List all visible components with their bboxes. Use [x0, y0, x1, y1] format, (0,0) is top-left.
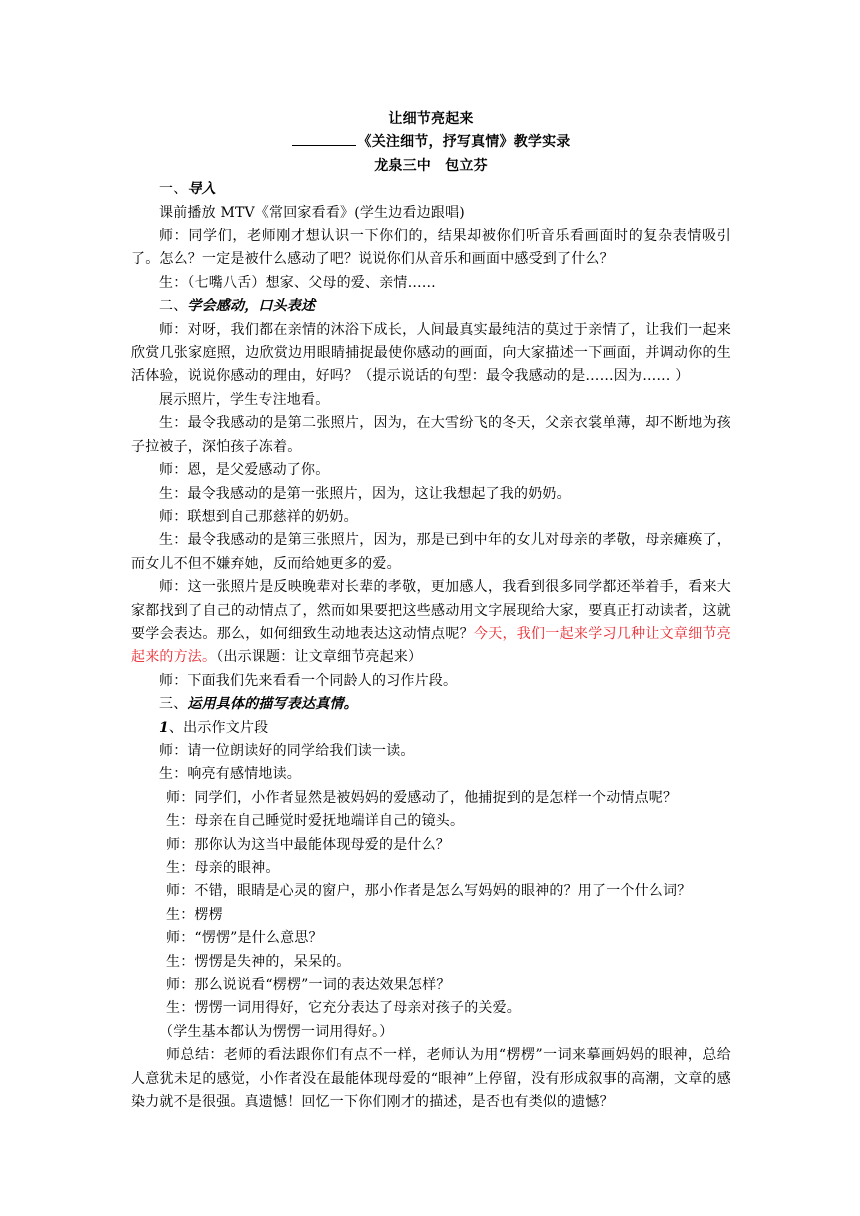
section-number: 三、 — [159, 696, 188, 713]
dialogue-paragraph: 师：恩，是父爱感动了你。 — [159, 462, 330, 479]
dialogue-paragraph: （学生基本都认为愣愣一词用得好。） — [159, 1023, 394, 1040]
dialogue-paragraph: 生：最令我感动的是第一张照片，因为，这让我想起了我的奶奶。 — [159, 485, 571, 502]
dialogue-paragraph: 课前播放 MTV《常回家看看》(学生边看边跟唱) — [159, 204, 465, 221]
dialogue-paragraph: 生：母亲在自己睡觉时爱抚地端详自己的镜头。 — [166, 813, 465, 830]
section-title: 运用具体的描写表达真情。 — [187, 696, 358, 713]
dialogue-paragraph: 生：（七嘴八舌）想家、父母的爱、亲情…… — [159, 274, 436, 291]
dialogue-paragraph: 师总结：老师的看法跟你们有点不一样，老师认为用“楞楞”一词来摹画妈妈的眼神，总给人意犹未足的感觉，小作者没在最能体现母爱的“眼神”上停留，没有形成叙事的高潮，文章的感染力就不是很强。真遗憾！回忆一下你们刚才的描述，是否也有类似的遗憾？ — [131, 1047, 731, 1111]
dialogue-paragraph: 师：下面我们先来看看一个同龄人的习作片段。 — [159, 672, 458, 689]
section-number: 一、 — [159, 181, 188, 198]
dialogue-paragraph: 生：母亲的眼神。 — [166, 860, 280, 876]
document-subtitle — [131, 131, 731, 154]
section-number: 二、 — [159, 298, 188, 315]
dialogue-paragraph: 师：不错，眼睛是心灵的窗户，那小作者是怎么写妈妈的眼神的？用了一个什么词？ — [166, 883, 692, 900]
blank-underline — [292, 131, 356, 146]
section-title: 导入 — [187, 181, 216, 198]
paragraph-text: （出示课题：让文章细节亮起来） — [216, 649, 423, 666]
subtitle-text: 《关注细节，抒写真情》教学实录 — [357, 134, 571, 151]
paragraph-text: 师：这一张照片是反映晚辈对长辈的孝敬，更加感人，我看到很多同学都还举着手，看来大家都找到了自己的动情点了，然而如果要把这些感动用文字展现给大家，要真正打动读者，这就要学会表达。那么，如何细致生动地表达这动情点呢？ — [131, 579, 731, 642]
dialogue-paragraph: 生：愣愣是失神的，呆呆的。 — [166, 953, 351, 970]
highlighted-text: 今天，我们一起来学习几种让文章细节亮起来的方法。 — [131, 625, 731, 666]
section-heading — [131, 178, 731, 201]
dialogue-paragraph: 生：愣愣一词用得好，它充分表达了母亲对孩子的关爱。 — [166, 1000, 521, 1017]
section-title: 学会感动，口头表述 — [187, 298, 316, 315]
dialogue-paragraph — [131, 576, 731, 670]
document-title: 让细节亮起来 — [388, 111, 474, 127]
dialogue-paragraph: 师：“愣愣”是什么意思？ — [166, 930, 323, 947]
dialogue-paragraph: 展示照片，学生专注地看。 — [159, 391, 330, 408]
author-line: 龙泉三中 包立芬 — [374, 157, 488, 174]
dialogue-paragraph: 师：请一位朗读好的同学给我们读一读。 — [159, 742, 415, 759]
numbered-item — [131, 717, 731, 740]
dialogue-paragraph: 师：那么说说看“楞楞”一词的表达效果怎样？ — [166, 977, 451, 994]
dialogue-paragraph: 生：最令我感动的是第三张照片，因为，那是已到中年的女儿对母亲的孝敬，母亲瘫痪了，而女儿不但不嫌弃她，反而给她更多的爱。 — [131, 532, 731, 572]
dialogue-paragraph: 生：楞楞 — [166, 906, 223, 923]
dialogue-paragraph: 师：对呀，我们都在亲情的沐浴下成长，人间最真实最纯洁的莫过于亲情了，让我们一起来欣赏几张家庭照，边欣赏边用眼睛捕捉最使你感动的画面，向大家描述一下画面，并调动你的生活体验，说说你感动的理由，好吗？（提示说话的句型：最令我感动的是……因为…… ） — [131, 321, 731, 385]
dialogue-paragraph: 生：最令我感动的是第二张照片，因为，在大雪纷飞的冬天，父亲衣裳单薄，却不断地为孩子拉被子，深怕孩子冻着。 — [131, 415, 731, 455]
dialogue-paragraph: 师：联想到自己那慈祥的奶奶。 — [159, 508, 358, 525]
dialogue-paragraph: 师：那你认为这当中最能体现母爱的是什么？ — [166, 836, 450, 853]
dialogue-paragraph: 师：同学们，老师刚才想认识一下你们的，结果却被你们听音乐看画面时的复杂表情吸引了。怎么？一定是被什么感动了吧？说说你们从音乐和画面中感受到了什么？ — [131, 228, 731, 268]
section-heading — [131, 693, 731, 716]
item-text: 、出示作文片段 — [168, 719, 269, 736]
document-body — [131, 108, 731, 1114]
item-number: 1 — [159, 719, 169, 736]
paragraph-list — [131, 178, 731, 1114]
section-heading — [131, 295, 731, 318]
dialogue-paragraph: 师：同学们，小作者显然是被妈妈的爱感动了，他捕捉到的是怎样一个动情点呢？ — [166, 789, 678, 806]
dialogue-paragraph: 生：响亮有感情地读。 — [159, 766, 301, 783]
